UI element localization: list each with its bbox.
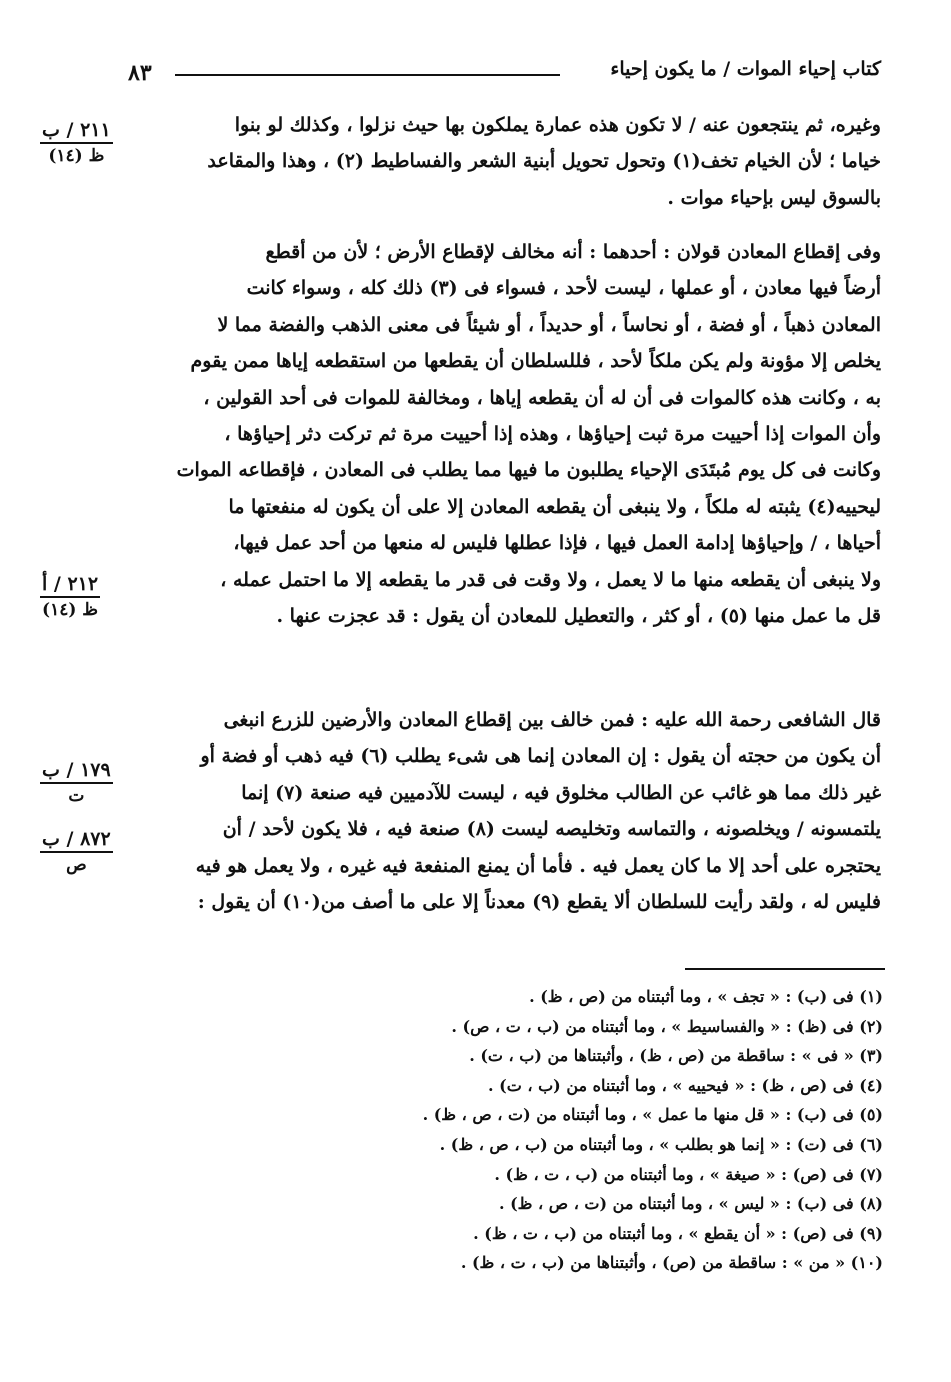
- footnote: (٦) فى (ت) : « إنما هو بطلب » ، وما أثبتناه من (ب ، ص ، ظ) .: [439, 1134, 883, 1154]
- paragraph: [136, 107, 881, 216]
- text-line: المعادن ذهباً ، أو فضة ، أو نحاساً ، أو حديداً ، أو شيئاً فى معنى الذهب والفضة مما لا: [217, 313, 881, 336]
- footnotes: [283, 982, 883, 1278]
- margin-note-manuscript: ت: [68, 786, 85, 806]
- text-line: ليحييه(٤) يثبته له ملكاً ، ولا ينبغى أن يقطعه المعادن إلا على أن يكون له منفعتها ما: [228, 495, 881, 518]
- text-line: أحياها ، / وإحياؤها إدامة العمل فيها ، فإذا عطلها فليس له منعها من أحد عمل فيها،: [233, 532, 881, 555]
- text-line: أن يكون من حجته أن يقول : إن المعادن إنما هى شىء يطلب (٦) فيه ذهب أو فضة أو: [200, 745, 881, 768]
- footnote: (١) فى (ب) : « تجف » ، وما أثبتناه من (ص ، ظ) .: [529, 987, 883, 1006]
- running-title: كتاب إحياء الموات / ما يكون إحياء: [610, 58, 881, 80]
- footnote: (٥) فى (ب) : « قل منها ما عمل » ، وما أثبتناه من (ت ، ص ، ظ) .: [422, 1105, 883, 1125]
- text-line: وغيره، ثم ينتجعون عنه / لا تكون هذه عمارة يملكون بها حيث نزلوا ، وكذلك لو بنوا: [234, 114, 881, 136]
- footnote: (٧) فى (ص) : « صيغة » ، وما أثبتناه من (ب ، ت ، ظ) .: [494, 1164, 883, 1184]
- footnote: (١٠) « من » : ساقطة من (ص) ، وأثبتناها من (ب ، ت ، ظ) .: [460, 1253, 883, 1273]
- margin-note-manuscript: ص: [66, 855, 87, 875]
- footnote: (٨) فى (ب) : « ليس » ، وما أثبتناه من (ت ، ص ، ظ) .: [498, 1194, 883, 1214]
- text-line: وأن الموات إذا أحييت مرة ثبت إحياؤها ، وهذه إذا أحييت مرة ثم تركت دثر إحياؤها ،: [224, 422, 881, 445]
- paragraph: [136, 234, 881, 634]
- text-line: خياما ؛ لأن الخيام تخف(١) وتحول تحويل أبنية الشعر والفساطيط (٢) ، وهذا والمقاعد: [207, 150, 881, 173]
- text-line: بالسوق ليس بإحياء موات .: [667, 186, 881, 209]
- margin-note-folio: ٢١٢ / أ: [40, 572, 100, 598]
- margin-note: [40, 827, 113, 877]
- text-line: وفى إقطاع المعادن قولان : أحدهما : أنه مخالف لإقطاع الأرض ؛ لأن من أقطع: [265, 241, 881, 263]
- header-rule: [175, 74, 560, 76]
- text-line: ولا ينبغى أن يقطعه منها ما لا يعمل ، ولا وقت فى قدر ما يقطعه إلا ما احتمل عمله ،: [220, 568, 881, 591]
- text-line: فليس له ، ولقد رأيت للسلطان ألا يقطع (٩) معدناً إلا على ما أصف من(١٠) أن يقول :: [197, 890, 881, 913]
- text-line: يلتمسونه / ويخلصونه ، والتماسه وتخليصه ليست (٨) صنعة فيه ، فلا يكون لأحد / أن: [222, 818, 881, 841]
- margin-note: [40, 118, 113, 168]
- text-line: وكانت فى كل يوم مُبتَدَى الإحياء يطلبون ما فيها مما يطلب فى المعادن ، فإقطاعه الموات: [176, 459, 881, 482]
- text-line: أرضاً فيها معادن ، أو عملها ، ليست لأحد ، فسواء فى (٣) ذلك كله ، وسواء كانت: [246, 277, 881, 300]
- footnote: (٤) فى (ص ، ظ) : « فيحييه » ، وما أثبتناه من (ب ، ت) .: [488, 1075, 883, 1095]
- margin-note-manuscript: ظ (١٤): [42, 600, 99, 620]
- text-line: قل ما عمل منها (٥) ، أو كثر ، والتعطيل للمعادن أن يقول : قد عجزت عنها .: [276, 604, 881, 627]
- text-line: غير ذلك مما هو غائب عن الطالب مخلوق فيه ، ليست للآدميين فيه صنعة (٧) إنما: [241, 781, 881, 804]
- text-line: يخلص إلا مؤونة ولم يكن ملكاً لأحد ، فللسلطان أن يقطعها من استقطعه إياها ممن يقوم: [190, 350, 881, 373]
- text-line: يحتجره على أحد إلا ما كان يعمل فيه . فأما أن يمنع المنفعة فيه غيره ، ولا يعمل هو فيه: [195, 854, 881, 877]
- footnote: (٢) فى (ظ) : « والفساسيط » ، وما أثبتناه من (ب ، ت ، ص) .: [451, 1016, 883, 1036]
- paragraph: [136, 702, 881, 920]
- text-line: قال الشافعى رحمة الله عليه : فمن خالف بين إقطاع المعادن والأرضين للزرع انبغى: [223, 709, 881, 731]
- text-line: به ، وكانت هذه كالموات فى أن له أن يقطعه إياها ، ومخالفة للموات فى أحد القولين ،: [203, 386, 881, 409]
- footnote: (٩) فى (ص) : « أن يقطع » ، وما أثبتناه من (ب ، ت ، ظ) .: [473, 1223, 883, 1243]
- margin-note: [40, 758, 113, 808]
- margin-note-manuscript: ظ (١٤): [48, 146, 105, 166]
- margin-note: [40, 572, 100, 622]
- footnote: (٣) « فى » : ساقطة من (ص ، ظ) ، وأثبتناها من (ب ، ت) .: [469, 1046, 883, 1066]
- page-number: ٨٣: [128, 60, 152, 86]
- footnote-rule: [685, 968, 885, 970]
- margin-note-folio: ٨٧٢ / ب: [40, 827, 113, 853]
- margin-note-folio: ٢١١ / ب: [40, 118, 113, 144]
- margin-note-folio: ١٧٩ / ب: [40, 758, 113, 784]
